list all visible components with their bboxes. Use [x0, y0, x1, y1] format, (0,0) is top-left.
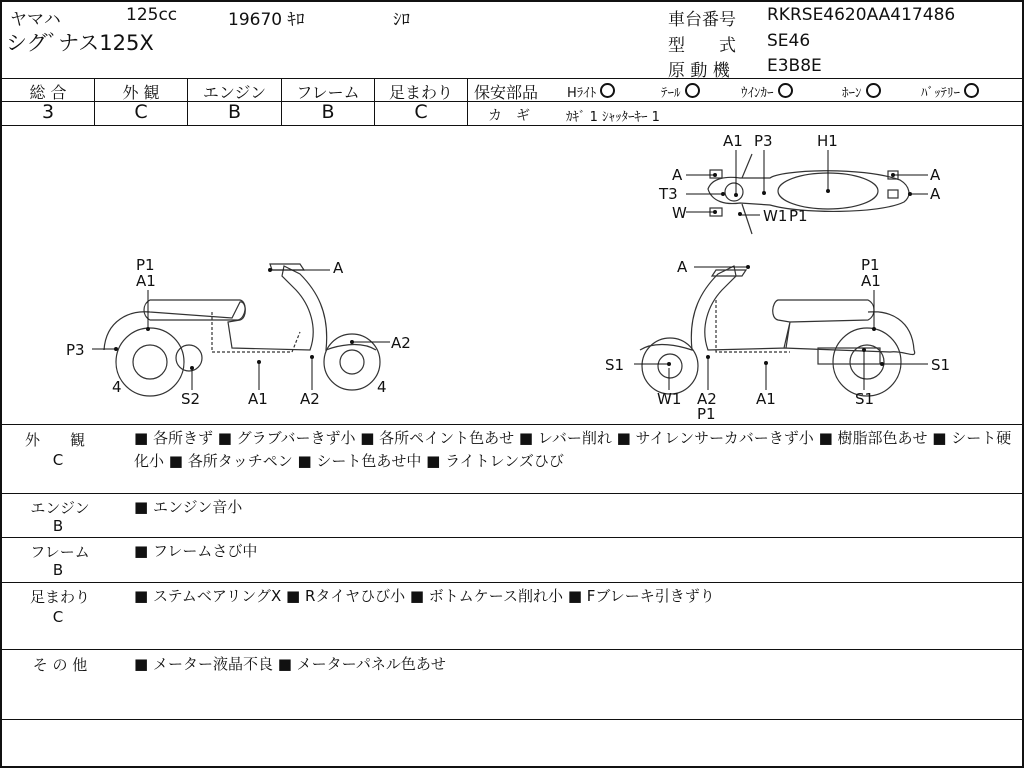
section-grade-exterior: C	[52, 451, 64, 469]
diagram-label: A	[930, 185, 941, 203]
diagram-label: P1	[861, 256, 880, 274]
divider	[2, 424, 1022, 425]
ok-circle-icon	[964, 83, 979, 98]
safety-item-label: ﾎｰﾝ	[842, 86, 862, 101]
maker: ヤマハ	[10, 10, 61, 30]
grade-label-exterior: 外 観	[122, 83, 160, 102]
ok-circle-icon	[866, 83, 881, 98]
section-grade-frame: B	[52, 561, 64, 579]
diagram-label: A	[333, 259, 344, 277]
color: ｼﾛ	[393, 10, 410, 30]
divider	[467, 78, 468, 125]
diagram-label: T3	[659, 185, 678, 203]
engine-label: 原 動 機	[668, 61, 730, 81]
displacement: 125cc	[126, 5, 178, 25]
diagram-label: A	[677, 258, 688, 276]
grade-value-exterior: C	[134, 101, 148, 123]
divider	[2, 78, 1022, 79]
type-label: 型 式	[668, 36, 736, 56]
section-grade-engine: B	[52, 517, 64, 535]
divider	[2, 582, 1022, 583]
safety-item-label: Hﾗｲﾄ	[567, 86, 597, 101]
diagram-label: P1	[136, 256, 155, 274]
damage-diagram	[0, 126, 1022, 424]
diagram-label: A1	[723, 132, 743, 150]
mileage: 19670 ｷﾛ	[228, 10, 305, 30]
diagram-label: P3	[754, 132, 773, 150]
diagram-label: 4	[112, 378, 122, 396]
divider	[2, 537, 1022, 538]
section-label-exterior: 外 観	[24, 431, 85, 449]
section-label-frame: フレーム	[30, 543, 90, 561]
frame-no-label: 車台番号	[668, 10, 736, 30]
ok-circle-icon	[685, 83, 700, 98]
model-name: シグﾞナス125X	[6, 31, 154, 55]
key-label: カ ギ	[488, 108, 530, 124]
diagram-label: W1	[763, 207, 788, 225]
section-label-other: そ の 他	[32, 656, 88, 674]
grade-label-overall: 総 合	[29, 83, 67, 102]
diagram-label: S1	[855, 390, 875, 408]
diagram-label: S1	[605, 356, 625, 374]
safety-item-winker	[741, 82, 793, 101]
divider	[2, 493, 1022, 494]
diagram-label: P1	[789, 207, 808, 225]
diagram-label: P3	[66, 341, 85, 359]
section-notes-suspension: ■ ステムベアリングX ■ Rタイヤひび小 ■ ボトムケース削れ小 ■ Fブレーキ引きずり	[134, 587, 715, 605]
diagram-label: W	[672, 204, 687, 222]
divider	[2, 649, 1022, 650]
safety-item-tail	[661, 82, 700, 101]
section-label-engine: エンジン	[30, 499, 90, 517]
safety-item-label: ﾊﾞｯﾃﾘｰ	[921, 86, 960, 101]
grade-label-suspension: 足まわり	[388, 83, 453, 102]
safety-item-horn	[842, 82, 881, 101]
divider	[2, 719, 1022, 720]
diagram-label: A2	[391, 334, 411, 352]
grade-label-engine: エンジン	[202, 83, 267, 102]
diagram-label: A	[672, 166, 683, 184]
grade-label-frame: フレーム	[296, 83, 360, 102]
safety-label: 保安部品	[474, 83, 539, 102]
diagram-label: W1	[657, 390, 682, 408]
diagram-label: A1	[248, 390, 268, 408]
ok-circle-icon	[600, 83, 615, 98]
section-notes-frame: ■ フレームさび中	[134, 542, 258, 560]
key-value: ｶｷﾞ 1 ｼｬｯﾀｰｷｰ 1	[566, 110, 660, 125]
diagram-label: A1	[861, 272, 881, 290]
diagram-label: H1	[817, 132, 838, 150]
section-notes-other: ■ メーター液晶不良 ■ メーターパネル色あせ	[134, 655, 446, 673]
grade-value-frame: B	[321, 101, 335, 123]
grade-value-overall: 3	[41, 101, 55, 123]
scooter-top-view	[708, 154, 909, 234]
type-value: SE46	[767, 31, 811, 51]
diagram-label: S1	[931, 356, 951, 374]
diagram-label: P1	[697, 405, 716, 423]
frame-no: RKRSE4620AA417486	[767, 5, 956, 25]
diagram-label: S2	[181, 390, 201, 408]
section-notes-exterior: ■ 各所きず ■ グラブバーきず小 ■ 各所ペイント色あせ ■ レバー削れ ■ サイレンサーカバーきず小 ■ 樹脂部色あせ ■ シート硬化小 ■ 各所タッチペン ■ シート色あせ中 ■ ライトレンズひび	[134, 429, 1012, 470]
section-label-suspension: 足まわり	[29, 588, 90, 606]
safety-item-label: ﾃｰﾙ	[661, 86, 681, 101]
section-notes-engine: ■ エンジン音小	[134, 498, 243, 516]
diagram-label: A2	[300, 390, 320, 408]
ok-circle-icon	[778, 83, 793, 98]
diagram-label: A1	[136, 272, 156, 290]
grade-value-suspension: C	[414, 101, 428, 123]
diagram-label: 4	[377, 378, 387, 396]
safety-item-headlight	[567, 82, 615, 101]
diagram-label: A	[930, 166, 941, 184]
safety-item-label: ｳｲﾝｶｰ	[741, 86, 774, 101]
grade-value-engine: B	[227, 101, 242, 123]
safety-item-battery	[921, 82, 979, 101]
engine-value: E3B8E	[767, 56, 822, 76]
diagram-label: A2	[697, 390, 717, 408]
diagram-label: A1	[756, 390, 776, 408]
section-grade-suspension: C	[52, 608, 64, 626]
